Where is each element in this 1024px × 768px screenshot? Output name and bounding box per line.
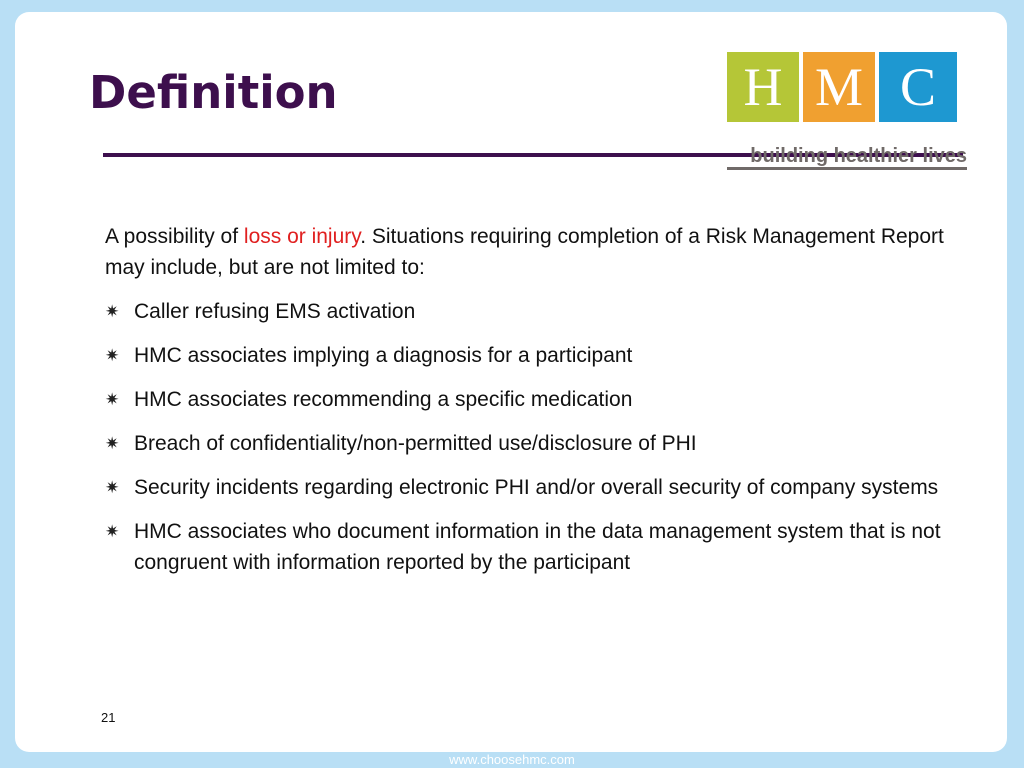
logo-tagline: building healthier lives xyxy=(727,146,967,170)
bullet-item xyxy=(105,384,975,415)
logo-letter-c: C xyxy=(879,52,957,122)
bullet-text: Caller refusing EMS activation xyxy=(134,300,416,323)
hmc-logo xyxy=(727,52,967,170)
asterisk-bullet-icon: ✷ xyxy=(105,302,120,321)
asterisk-bullet-icon: ✷ xyxy=(105,434,120,453)
asterisk-bullet-icon: ✷ xyxy=(105,478,120,497)
bullet-text: HMC associates who document information in the data management system that is not congruent with information reported by the participant xyxy=(134,520,941,574)
logo-letter-m: M xyxy=(803,52,875,122)
logo-letter-h: H xyxy=(727,52,799,122)
bullet-item xyxy=(105,428,975,459)
footer-url[interactable]: www.choosehmc.com xyxy=(449,752,575,767)
bullet-text: Breach of confidentiality/non-permitted use/disclosure of PHI xyxy=(134,432,697,455)
bullet-item xyxy=(105,472,975,503)
bullet-list xyxy=(105,296,975,578)
page-number: 21 xyxy=(101,710,116,725)
bullet-item xyxy=(105,296,975,327)
asterisk-bullet-icon: ✷ xyxy=(105,522,120,541)
bullet-text: HMC associates recommending a specific medication xyxy=(134,388,633,411)
asterisk-bullet-icon: ✷ xyxy=(105,390,120,409)
slide-title: Definition xyxy=(89,66,338,119)
bullet-text: Security incidents regarding electronic PHI and/or overall security of company systems xyxy=(134,476,939,499)
intro-paragraph xyxy=(105,221,975,283)
slide-body xyxy=(105,221,975,591)
intro-text-end: . Situations requiring completion of a Risk Management Report may include, but are not limited to: xyxy=(105,225,944,279)
intro-highlight: loss or injury xyxy=(243,225,361,248)
asterisk-bullet-icon: ✷ xyxy=(105,346,120,365)
bullet-text: HMC associates implying a diagnosis for a participant xyxy=(134,344,633,367)
intro-text-start: A possibility of xyxy=(105,225,244,248)
bullet-item xyxy=(105,516,975,578)
bullet-item xyxy=(105,340,975,371)
